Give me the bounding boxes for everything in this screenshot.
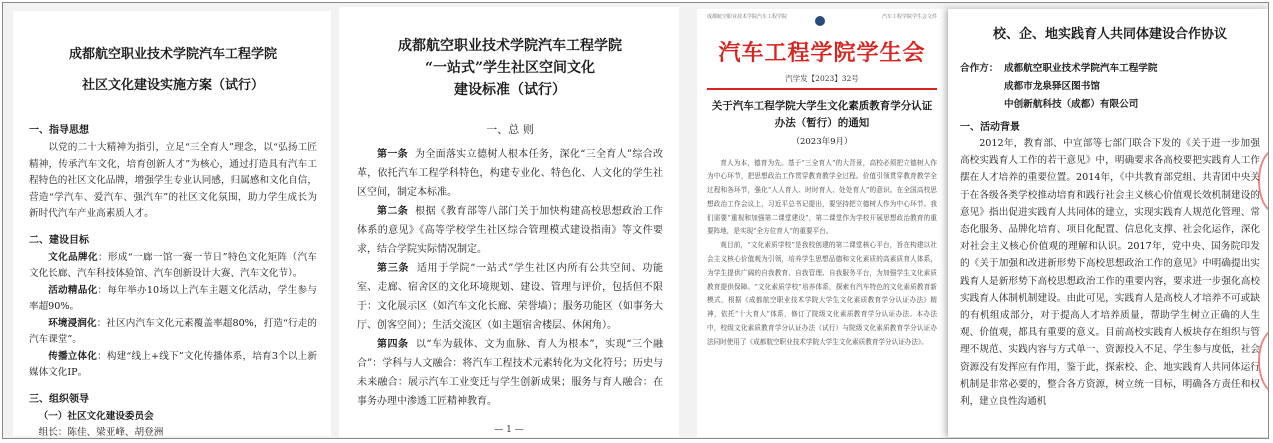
issue-date: （2023年9月）: [791, 136, 853, 147]
section-heading: 一、活动背景: [960, 122, 1020, 133]
goal-text: ：形成“一廊一馆一赛一节日”特色文化矩阵（汽车文化长廊、汽车科技体验馆、汽车创新设计大赛、汽车文化节）。: [29, 251, 318, 279]
article-text: 适用于学院“一站式”学生社区内所有公共空间、功能室、走廊、宿舍区的文化环境规划、建设、管理与评价，包括但不限于：文化展示区（如汽车文化长廊、荣誉墙）；服务功能区（如事务大厅、创客空间）；生活交流区（如主题宿舍楼层、休闲角）。: [357, 263, 664, 331]
document-page-space-standard: [339, 7, 679, 437]
article: [357, 259, 663, 335]
goal-label: 传播立体化: [48, 350, 98, 362]
document-page-implementation-plan: [13, 11, 331, 436]
page-title-line: 关于汽车工程学院大学生文化素质教育学分认证: [711, 99, 933, 112]
page-title: 校、企、地实践育人共同体建设合作协议: [992, 27, 1227, 42]
article-label: 第四条: [377, 339, 409, 350]
page-number: — 1 —: [494, 425, 524, 435]
article: [357, 202, 663, 259]
page-title-line: 成都航空职业技术学院汽车工程学院: [398, 38, 622, 54]
goal-text: ：社区内汽车文化元素覆盖率超80%，打造“行走的汽车课堂”。: [29, 317, 317, 345]
paragraph: 2012年，教育部、中宣部等七部门联合下发的《关于进一步加强高校实践育人工作的若干意见》中，明确要求各高校要把实践育人工作摆在人才培养的重要位置。2014年，《中共教育部党组、共青团中央关于在各级各类学校推动培育和践行社会主义核心价值观长效机制建设的意见》指出促进实践育人共同体的建立，实现实践育人规范化管理、常态化服务、品牌化培育、项目化配置、信息化支撑、社会化运作，深化对社会主义核心价值观的理解和认识。2017年，党中央、国务院印发的《关于加强和改进新形势下高校思想政治工作的意见》中明确提出实践育人是新形势下高校思想政治工作的重要内容，要求进一步强化高校实践育人体制机制建设。由此可见，实践育人是高校人才培养不可或缺的有机组成部分，对于提高人才培养质量，帮助学生树立正确的人生观、价值观，都具有重要的意义。目前高校实践育人板块存在组织与管理不规范、实践内容与方式单一、资源投入不足、学生参与度低，社会资源没有发挥应有作用，鉴于此，探索校、企、地实践育人共同体运行机制是非常必要的，整合各方资源，树立统一目标，明确各方责任和权利，建立良性沟通机: [960, 138, 1260, 408]
goal-label: 活动精品化: [48, 284, 98, 296]
organization-red-title: 汽车工程学院学生会: [718, 41, 926, 66]
article-label: 第三条: [377, 263, 410, 274]
article: [357, 335, 663, 411]
party-line: [960, 78, 1260, 96]
goal-item: [29, 349, 317, 382]
page-title-line: 办法（暂行）的通知: [774, 116, 870, 129]
parties-label: 合作方：: [960, 63, 999, 74]
header-right-text: 汽车工程学院学生会文件: [881, 14, 937, 20]
page-title-line: 建设标准（试行）: [454, 82, 566, 98]
article-label: 第二条: [377, 206, 409, 217]
party-name: 成都市龙泉驿区图书馆: [1004, 81, 1100, 92]
page-title-line: 成都航空职业技术学院汽车工程学院: [68, 47, 277, 62]
red-divider: [707, 88, 937, 90]
document-collage: [2, 2, 1269, 439]
goal-label: 文化品牌化: [48, 251, 98, 263]
school-emblem-icon: [815, 16, 825, 26]
member-list: 组长：陈佳、梁亚峰、胡登洲: [38, 426, 164, 436]
document-number: 汽学发【2023】32号: [785, 74, 859, 83]
paragraph: 以党的二十大精神为指引，立足“三全育人”理念，以“弘扬工匠精神，传承汽车文化，培育创新人才”为核心，通过打造具有汽车工程特色的社区文化品牌，增强学生专业认同感，归属感和文化自信，营造“学汽车、爱汽车、强汽车”的社区文化氛围，助力学生成长为新时代汽车产业高素质人才。: [29, 142, 317, 219]
paragraph: 育人为本，德育为先。基于“三全育人”的大背景，高校必须把立德树人作为中心环节，把思想政治工作贯穿教育教学全过程。价值引领贯穿教育教学全过程和各环节，强化“人人育人、时时育人、处处育人”的意识。在全国高校思想政治工作会议上，习近平总书记提出，要坚持把立德树人作为中心环节。我们需要“重视和加强第二课堂建设”，第二课堂作为学校开展思想政治教育的重要阵地，是实现“全方位育人”的重要平台。: [707, 158, 937, 236]
party-line: [960, 96, 1260, 114]
goal-item: [29, 283, 317, 316]
section-heading: 二、建设目标: [29, 234, 89, 246]
goal-item: [29, 316, 317, 349]
document-page-agreement: [948, 9, 1269, 437]
goal-text: ：构建“线上+线下”文化传播体系，培育3个以上新媒体文化IP。: [29, 350, 318, 378]
party-name: 中创新航科技（成都）有限公司: [1004, 99, 1139, 110]
goal-text: ：每年举办10场以上汽车主题文化活动，学生参与率超90%。: [29, 284, 318, 312]
party-name: 成都航空职业技术学院汽车工程学院: [1004, 63, 1158, 74]
goal-item: [29, 250, 317, 283]
subsection-heading: （一）社区文化建设委员会: [38, 410, 154, 422]
article: [357, 145, 663, 202]
article-text: 根据《教育部等八部门关于加快构建高校思想政治工作体系的意见》《高等学校学生社区综合管理模式建设指南》等文件要求，结合学院实际情况制定。: [357, 206, 664, 255]
article-label: 第一条: [377, 149, 408, 160]
article-text: 为全面落实立德树人根本任务，深化“三全育人”综合改革，依托汽车工程学科特色，构建专业化、特色化、人文化的学生社区空间，制定本标准。: [357, 149, 664, 198]
chapter-heading: 一、总 则: [486, 123, 534, 136]
section-heading: 三、组织领导: [29, 393, 89, 405]
header-left-text: 成都航空职业技术学院汽车工程学院: [707, 14, 788, 20]
paragraph: 观目前，“文化素质学校”是我校创建的第二课堂核心平台，旨在构建以社会主义核心价值观为引领，培养学生思想品德和文化素质的高素质育人体系，为学生提供广阔的自我教育、自我管理、自我服务平台，为加强学生文化素质教育提供保障。“文化素质学校”培养体系，探索有汽车特色的文化素质教育新模式，根据《成都航空职业技术学院大学生文化素质教育学分认证办法》精神，依托“十大育人”体系，修订了院级文化素质教育学分认证办法。本办法中，校级文化素质教育学分认证办法（试行）与院级文化素质教育学分认证办法同时使用了《成都航空职业技术学院大学生文化素质教育学分认证办法》。: [707, 241, 937, 346]
page-title-line: 社区文化建设实施方案（试行）: [81, 78, 264, 93]
document-page-notice: [697, 9, 947, 437]
party-line: [960, 60, 1260, 78]
goal-label: 环境浸润化: [48, 317, 97, 329]
page-title-line: “一站式”学生社区空间文化: [424, 60, 596, 76]
section-heading: 一、指导思想: [29, 125, 89, 136]
article-text: 以“车为载体、文为血脉、育人为根本”，实现“三个融合”：学科与人文融合：将汽车工程技术元素转化为文化符号；历史与未来融合：展示汽车工业变迁与学生创新成果；服务与育人融合：在事务办理中渗透工匠精神教育。: [357, 339, 663, 407]
